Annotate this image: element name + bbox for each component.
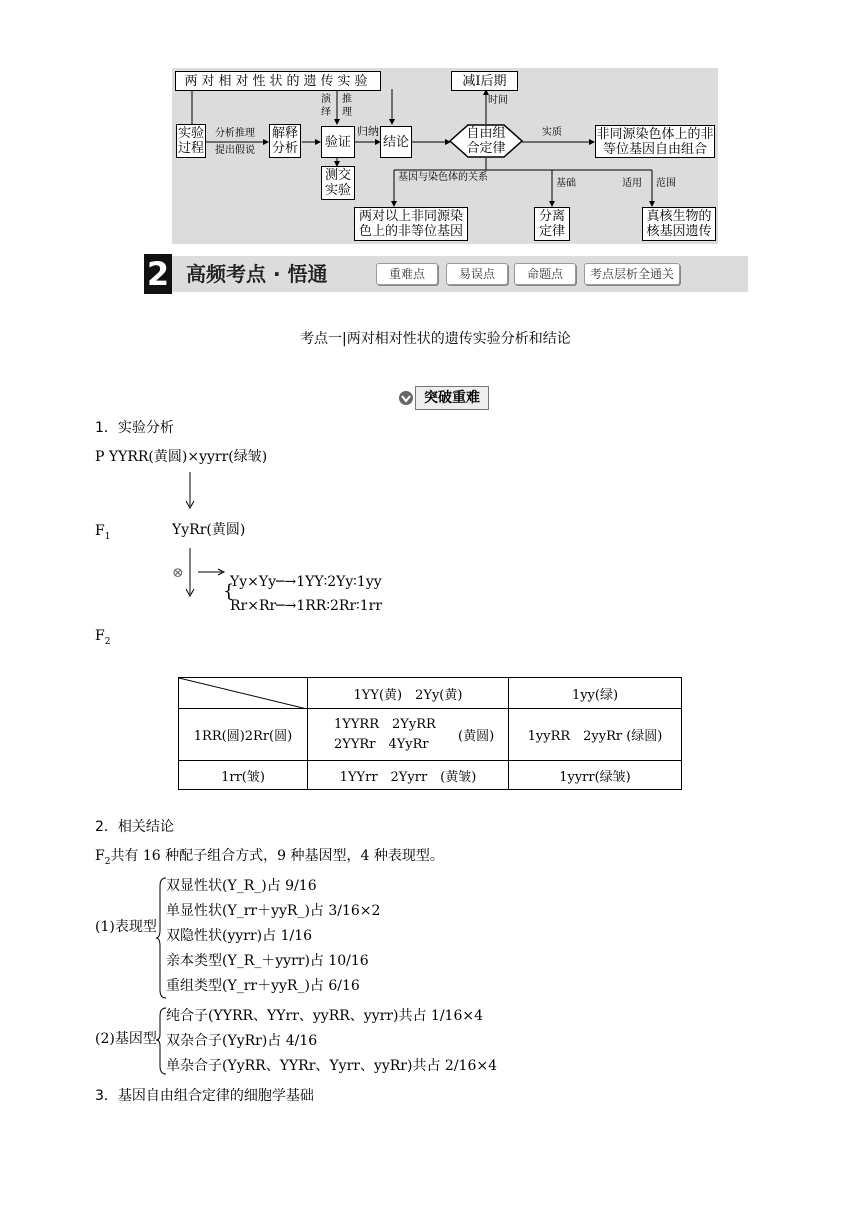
self-cross-icon: ⊗: [172, 565, 184, 581]
summary-text: 共有 16 种配子组合方式，9 种基因型，4 种表现型。: [110, 848, 444, 864]
heading-cytology-basis: 3．基因自由组合定律的细胞学基础: [95, 1088, 314, 1104]
genotype-label: (2)基因型: [95, 1031, 157, 1047]
table-green-round-cell: 1yyRR 2yyRr (绿圆): [509, 709, 682, 761]
map-process-line1: 实验: [177, 126, 204, 141]
table-header-row: [179, 678, 682, 709]
f1-letter: F: [95, 523, 105, 539]
map-process: [176, 124, 206, 158]
banner-button-mistake[interactable]: 易误点: [446, 263, 508, 285]
cross-y: Yy×Yy─→1YY∶2Yy∶1yy: [230, 574, 382, 590]
genotype-item: 单杂合子(YyRR、YYRr、Yyrr、yyRr)共占 2/16×4: [166, 1058, 497, 1074]
concept-map: [172, 68, 718, 244]
map-process-line2: 过程: [177, 141, 204, 156]
cross-r: Rr×Rr─→1RR∶2Rr∶1rr: [230, 598, 383, 614]
table-col-yellow: 1YY(黄) 2Yy(黄): [308, 678, 509, 709]
breakthrough-badge: [398, 386, 490, 410]
map-testcross: [321, 166, 355, 200]
summary-subscript: 2: [104, 856, 111, 867]
map-relation-label: 基因与染色体的关系: [398, 172, 488, 183]
genotype-item: 纯合子(YYRR、YYrr、yyRR、yyrr)共占 1/16×4: [166, 1008, 483, 1024]
map-eukaryote: [642, 207, 716, 241]
table-yellow-round-line2: 2YYRr 4YyRr: [334, 737, 429, 752]
table-row-round-head: 1RR(圆)2Rr(圆): [179, 709, 308, 761]
map-law-line1: 自由组: [466, 126, 506, 141]
phenotype-item: 双隐性状(yyrr)占 1/16: [166, 928, 313, 944]
phenotype-label: (1)表现型: [95, 919, 157, 935]
map-analysis-label: 分析推理: [215, 128, 255, 139]
f2-table: [178, 677, 682, 790]
heading-conclusions: 2．相关结论: [95, 819, 174, 835]
cross-brace: {: [223, 581, 235, 602]
genotype-item: 双杂合子(YyRr)占 4/16: [166, 1033, 318, 1049]
table-yellow-round-line1: 1YYRR 2YyRR: [334, 717, 436, 732]
map-deduce-2: 绎: [321, 107, 331, 118]
map-explain: [269, 124, 301, 158]
banner-button-exam-point[interactable]: 命题点: [514, 263, 576, 285]
map-essence-box: [595, 125, 715, 158]
map-law-line2: 合定律: [466, 141, 506, 156]
table-col-green: 1yy(绿): [509, 678, 682, 709]
map-deduce-1: 演: [321, 94, 331, 105]
table-yellow-round-cell: [308, 709, 509, 761]
f2-letter: F: [95, 628, 105, 644]
map-segregation-line2: 定律: [538, 224, 565, 239]
summary-line: [95, 847, 444, 871]
map-eukaryote-line2: 核基因遗传: [646, 224, 712, 239]
summary-f: F: [95, 848, 105, 864]
badge-label: 突破重难: [415, 386, 489, 410]
map-segregation-line1: 分离: [538, 209, 565, 224]
table-yellow-wrinkled-cell: 1YYrr 2Yyrr (黄皱): [308, 761, 509, 790]
phenotype-item: 亲本类型(Y_R_＋yyrr)占 10/16: [166, 953, 369, 969]
map-essence-line1: 非同源染色体上的非: [596, 126, 714, 142]
map-reason-2: 理: [342, 107, 352, 118]
banner-button-full-pass[interactable]: 考点层析全通关: [584, 263, 680, 285]
banner-number: 2: [144, 254, 172, 294]
phenotype-item: 重组类型(Y_rr＋yyR_)占 6/16: [166, 978, 360, 994]
table-corner-cell: [179, 678, 308, 709]
map-explain-line1: 解释: [271, 126, 298, 141]
map-basis-label: 基础: [556, 178, 576, 189]
map-essence-label: 实质: [542, 127, 562, 138]
table-row: [179, 761, 682, 790]
map-genes-line2: 色上的非等位基因: [358, 224, 463, 239]
map-apply-label: 适用: [622, 178, 642, 189]
map-segregation: [534, 207, 570, 241]
map-conclusion: 结论: [380, 126, 412, 158]
map-meiosis: 减Ⅰ后期: [451, 71, 518, 91]
table-yellow-round-note: (黄圆): [458, 729, 495, 744]
map-range-label: 范围: [656, 178, 676, 189]
banner-button-difficult[interactable]: 重难点: [376, 263, 438, 285]
chevron-down-icon: [398, 390, 414, 406]
map-testcross-line1: 测交: [324, 168, 351, 183]
parent-cross: P YYRR(黄圆)×yyrr(绿皱): [95, 449, 268, 465]
map-verify: 验证: [321, 126, 355, 158]
map-law: [462, 126, 510, 156]
map-top-title: 两对相对性状的遗传实验: [175, 71, 381, 91]
table-yellow-round-genotypes: [334, 715, 436, 755]
map-genes-box: [354, 207, 468, 241]
table-row: [179, 709, 682, 761]
table-green-wrinkled-cell: 1yyrr(绿皱): [509, 761, 682, 790]
banner-title: 高频考点 · 悟通: [186, 262, 328, 286]
map-essence-line2: 等位基因自由组合: [602, 141, 707, 157]
f1-value: YyRr(黄圆): [172, 522, 246, 538]
down-arrow-icon: [180, 470, 200, 510]
phenotype-item: 单显性状(Y_rr＋yyR_)占 3/16×2: [166, 903, 381, 919]
map-reason-1: 推: [342, 94, 352, 105]
f2-label: [95, 627, 110, 651]
section-banner: [146, 255, 748, 293]
map-induce-label: 归纳: [357, 125, 379, 138]
map-eukaryote-line1: 真核生物的: [646, 209, 712, 224]
map-genes-line1: 两对以上非同源染: [358, 209, 463, 224]
f1-subscript: 1: [104, 531, 111, 542]
heading-experiment-analysis: 1．实验分析: [95, 420, 174, 436]
map-hypothesis-label: 提出假说: [215, 145, 255, 156]
table-row-wrinkled-head: 1rr(皱): [179, 761, 308, 790]
f2-subscript: 2: [104, 636, 111, 647]
phenotype-item: 双显性状(Y_R_)占 9/16: [166, 878, 317, 894]
map-testcross-line2: 实验: [324, 183, 351, 198]
map-explain-line2: 分析: [271, 141, 298, 156]
table-diagonal: [179, 678, 307, 709]
map-time-label: 时间: [488, 95, 508, 106]
section-title: 考点一|两对相对性状的遗传实验分析和结论: [300, 331, 571, 347]
f1-label: [95, 522, 110, 546]
